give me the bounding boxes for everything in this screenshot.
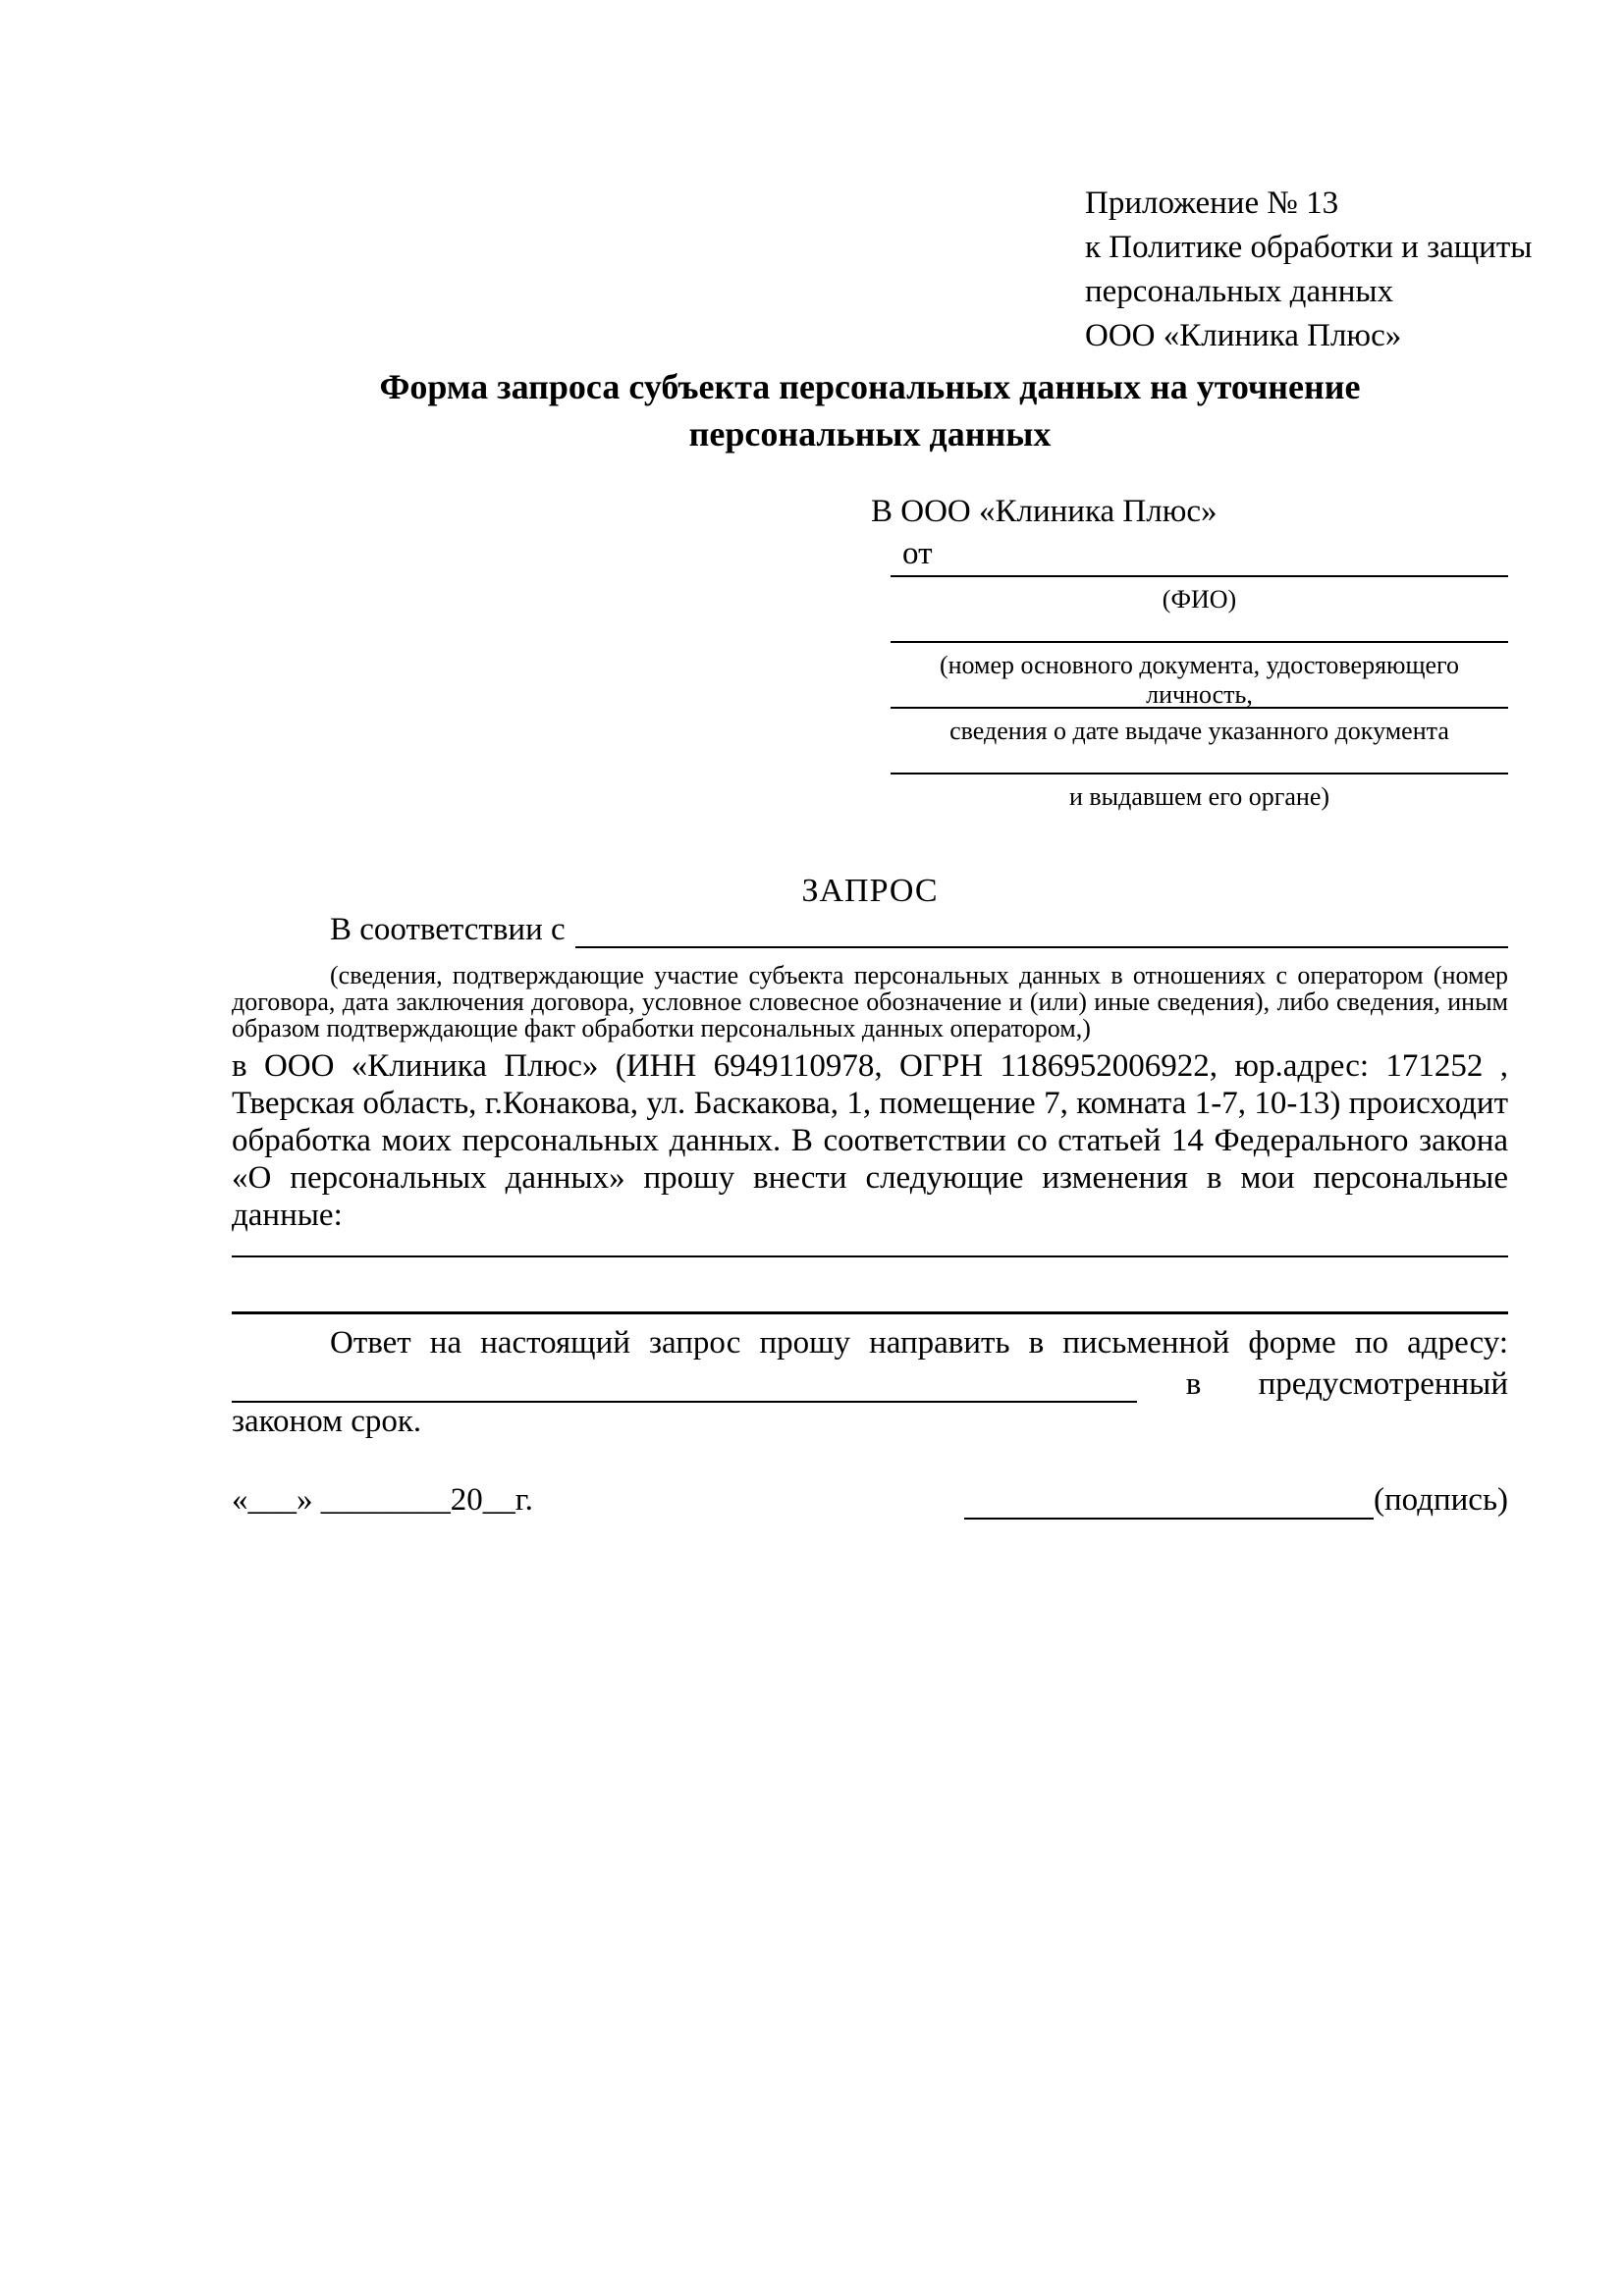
issuing-authority-field [891, 773, 1508, 838]
page-title-line: Форма запроса субъекта персональных данных на уточнение [379, 367, 1361, 406]
appendix-line: ООО «Клиника Плюс» [1085, 318, 1402, 353]
doc-number-field [891, 641, 1508, 707]
appendix-line: персональных данных [1085, 274, 1394, 309]
explanatory-note: (сведения, подтверждающие участие субъекта персональных данных в отношениях с оператором (номер договора, дата заключения договора, условное словесное обозначение и (или) иные сведения), либо сведения, иным образом подтверждающие факт обработки персональных данных оператором,) [232, 961, 1508, 1042]
fio-fill-line [891, 575, 1508, 577]
intro-fill-line [575, 917, 1508, 948]
reply-address-fill-line [232, 1371, 1137, 1403]
addressee-to: В ООО «Клиника Плюс» [871, 494, 1218, 529]
fio-caption: (ФИО) [1162, 585, 1237, 614]
page-title [232, 363, 1508, 457]
signature-caption: (подпись) [1374, 1482, 1508, 1518]
reply-line-3: законом срок. [232, 1404, 422, 1439]
intro-label: В соответствии с [330, 912, 566, 947]
signature-group [964, 1480, 1508, 1520]
document-content [232, 182, 1533, 1520]
issuing-authority-caption: и выдавшем его органе) [1068, 782, 1330, 811]
addressee-block [232, 491, 1508, 575]
issue-date-caption: сведения о дате выдаче указанного документа [949, 717, 1449, 745]
fio-field [891, 575, 1508, 641]
reply-line-2 [232, 1362, 1508, 1403]
doc-number-caption: (номер основного документа, удостоверяющего личность, [939, 651, 1460, 709]
request-body: в ООО «Клиника Плюс» (ИНН 6949110978, ОГРН 1186952006922, юр.адрес: 171252 , Тверская область, г.Конакова, ул. Баскакова, 1, помещение 7, комната 1-7, 10-13) происходит обработка моих персональных данных. В соответствии со статьей 14 Федерального закона «О персональных данных» прошу внести следующие изменения в мои персональные данные: [232, 1048, 1508, 1233]
reply-line-1: Ответ на настоящий запрос прошу направить в письменной форме по адресу: [330, 1325, 1508, 1361]
reply-line-2-suffix: в предусмотренный [1185, 1366, 1508, 1402]
appendix-line: к Политике обработки и защиты [1085, 230, 1533, 265]
issuing-authority-fill-line [891, 773, 1508, 774]
page-title-line: персональных данных [688, 414, 1052, 454]
addressee-from-label: от [902, 536, 933, 571]
date-line: «___» ________20__г. [232, 1482, 533, 1518]
addressee-fields [891, 575, 1508, 838]
issue-date-field [891, 707, 1508, 773]
appendix-block [1085, 182, 1533, 358]
footer-row [232, 1480, 1508, 1520]
blank-fill-line-2 [232, 1311, 1508, 1314]
signature-fill-line [964, 1486, 1374, 1520]
doc-number-fill-line [891, 641, 1508, 643]
intro-row [232, 911, 1508, 948]
appendix-line: Приложение № 13 [1085, 186, 1339, 221]
request-heading: ЗАПРОС [801, 873, 939, 909]
blank-fill-line-1 [232, 1255, 1508, 1257]
